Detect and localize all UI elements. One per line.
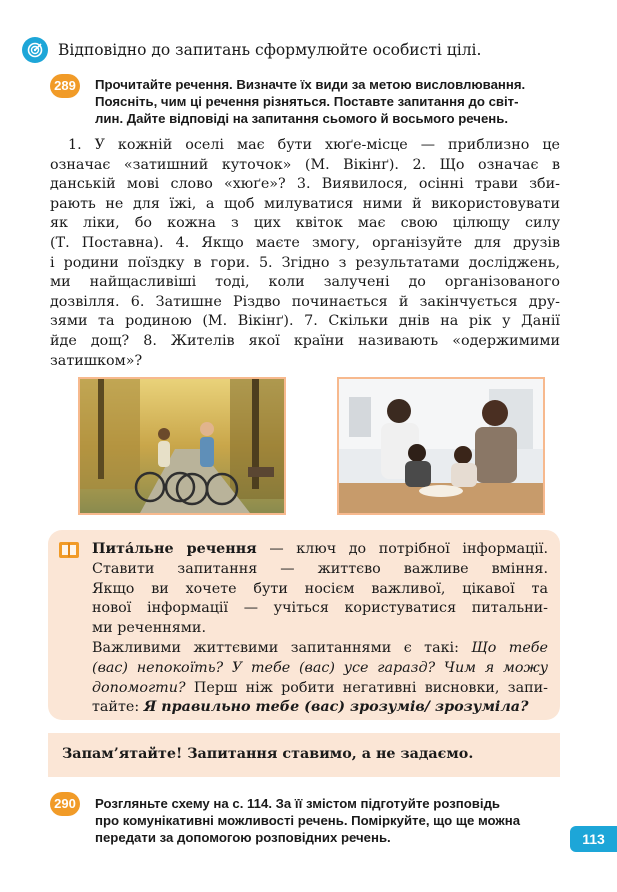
- intro-line: [22, 37, 582, 67]
- exercise-line: йде дощ? 8. Жителів якої країни називають «одержимими: [50, 332, 560, 349]
- task-290-instruction: [95, 795, 565, 846]
- exercise-line: затишком»?: [50, 352, 143, 369]
- exercise-line: рають не для їжі, а щоб милуватися ними й використовувати: [50, 195, 560, 212]
- target-icon: [22, 37, 48, 63]
- exercise-line: і родини поїздку в гори. 5. Згідно з результатами досліджень,: [50, 254, 560, 271]
- photo-cycling-park: [78, 377, 286, 515]
- exercise-line: означає «затишний куточок» (М. Вікінґ). 2. Що означає в: [50, 156, 560, 173]
- rule-line: [92, 639, 548, 659]
- task-290-line: Розгляньте схему на с. 114. За її змістом підготуйте розповідь: [95, 796, 501, 811]
- rule-text: [92, 540, 548, 718]
- exercise-line: як ліки, бо кожна з цих квіток має свою цілющу силу: [50, 215, 560, 232]
- book-icon: [58, 540, 80, 560]
- rule-p2-tail-lead: тайте:: [92, 699, 144, 716]
- exercise-text: [50, 136, 560, 371]
- exercise-line: ми найщасливіші тоді, коли залучені до організованого: [50, 274, 560, 291]
- remember-box: [48, 733, 560, 777]
- rule-question: допомогти?: [92, 679, 186, 696]
- rule-line: [92, 659, 548, 679]
- task-number-badge: 289: [50, 74, 80, 98]
- task-290-line: передати за допомогою розповідних речень.: [95, 830, 391, 845]
- task-289-line: Поясніть, чим ці речення різняться. Поставте запитання до світ-: [95, 94, 519, 109]
- rule-line: Якщо ви хочете бути носієм важливої, цікавої та: [92, 580, 548, 597]
- rule-question: Я правильно тебе (вас) зрозумів/ зрозуміла?: [143, 699, 529, 716]
- page-number: 113: [570, 826, 617, 852]
- task-289-instruction: [95, 76, 565, 127]
- remember-text: Запам’ятайте! Запитання ставимо, а не задаємо.: [62, 746, 474, 762]
- exercise-line: данській мові слово «хюґе»? 3. Виявилося, осінні трави зби-: [50, 176, 560, 193]
- rule-line: Ставити запитання — життєво важливе вміння.: [92, 560, 548, 577]
- task-289-line: лин. Дайте відповіді на запитання сьомого й восьмого речень.: [95, 111, 509, 126]
- rule-line: [92, 698, 548, 718]
- rule-p2-lead: Важливими життєвими запитаннями є такі:: [92, 639, 472, 656]
- rule-line-rest: — ключ до потрібної інформації.: [256, 541, 548, 557]
- rule-p2-mid: Перш ніж робити негативні висновки, запи-: [185, 679, 548, 696]
- rule-line: [92, 540, 548, 560]
- task-290-line: про комунікативні можливості речень. Поміркуйте, що ще можна: [95, 813, 521, 828]
- intro-text: Відповідно до запитань сформулюйте особисті цілі.: [58, 41, 482, 59]
- photo-family-kitchen: [337, 377, 545, 515]
- task-289-line: Прочитайте речення. Визначте їх види за метою висловлювання.: [95, 77, 526, 92]
- exercise-line: зями та родиною (М. Вікінґ). 7. Скільки днів на рік у Данії: [50, 313, 560, 330]
- rule-question: (вас) непокоїть? У тебе (вас) усе гаразд? Чим я можу: [92, 659, 548, 676]
- rule-question: Що тебе: [471, 639, 548, 656]
- rule-line: нової інформації — учіться користуватися питальни-: [92, 600, 548, 617]
- exercise-line: (Т. Поставна). 4. Якщо маєте змогу, організуйте для друзів: [50, 234, 560, 251]
- exercise-line: 1. У кожній оселі має бути хюґе-місце — приблизно це: [68, 137, 560, 153]
- rule-line: ми реченнями.: [92, 620, 206, 637]
- exercise-line: дозвілля. 6. Затишне Різдво починається й закінчується дру-: [50, 293, 560, 310]
- rule-term: Пита́льне речення: [92, 541, 257, 557]
- rule-line: [92, 679, 548, 699]
- task-number-badge: 290: [50, 792, 80, 816]
